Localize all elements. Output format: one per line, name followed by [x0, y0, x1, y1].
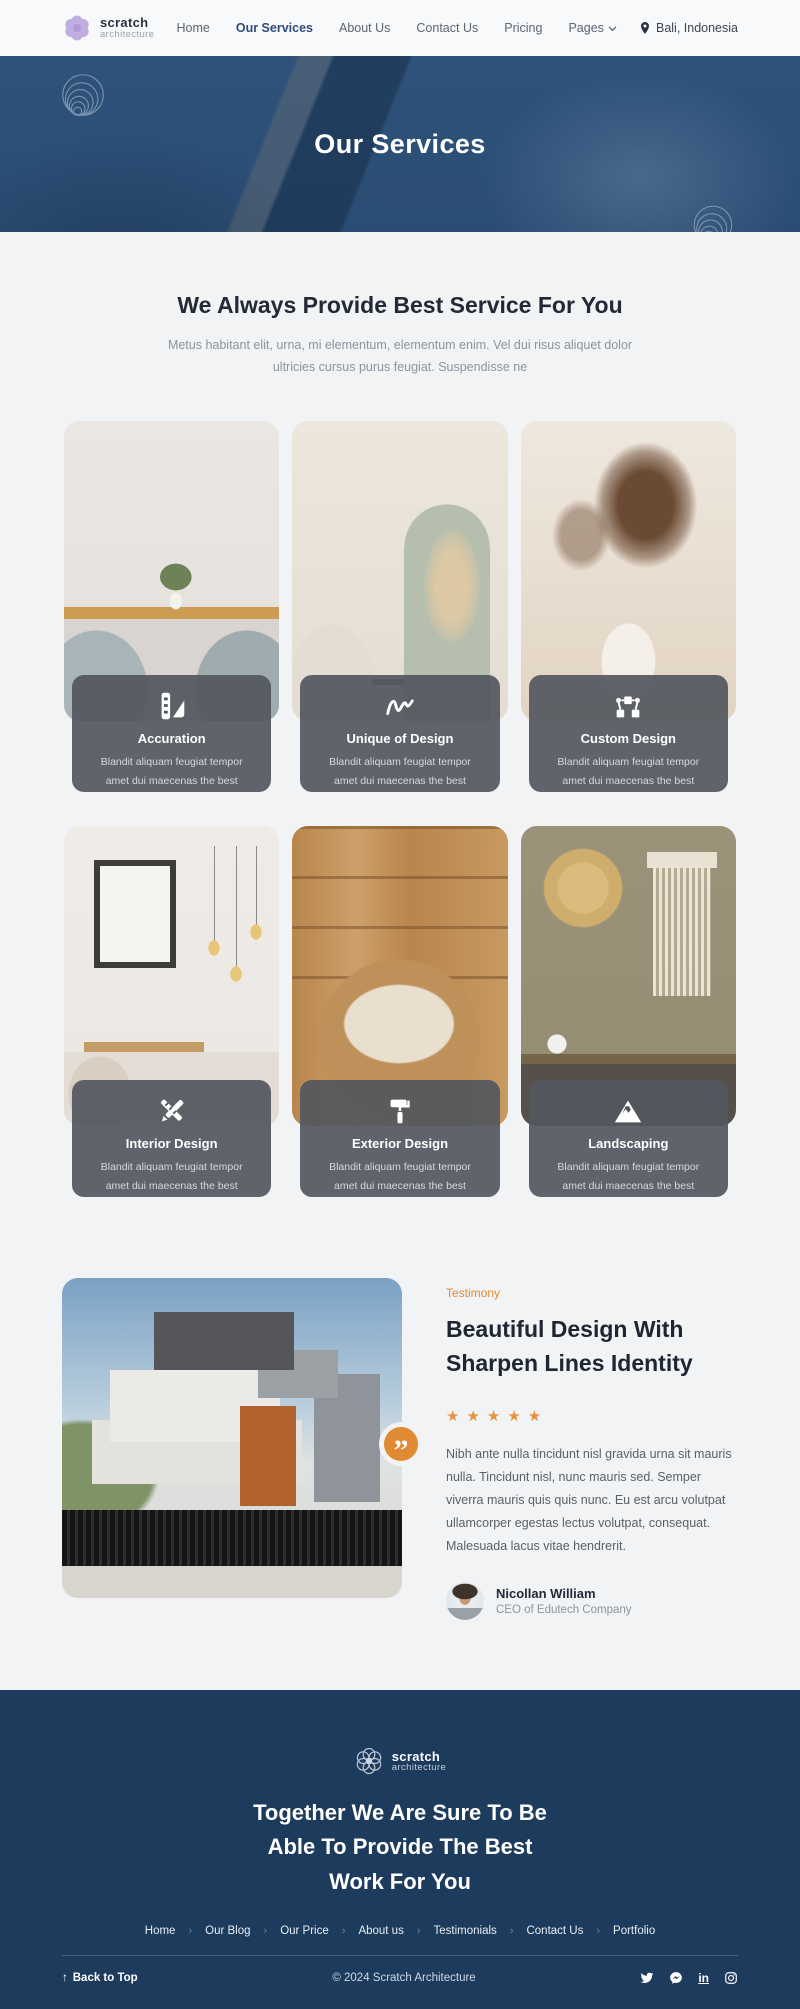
- service-description: Blandit aliquam feugiat tempor amet dui maecenas the best: [100, 755, 243, 787]
- hero-banner: [0, 56, 800, 232]
- service-description: Blandit aliquam feugiat tempor amet dui maecenas the best: [100, 1160, 243, 1192]
- footer-link-testimonials[interactable]: › Testimonials: [433, 1924, 497, 1937]
- nav-item-contact-us[interactable]: Contact Us: [416, 21, 479, 35]
- flower-logo-icon: [354, 1746, 384, 1776]
- nav-item-about-us[interactable]: About Us: [338, 21, 391, 35]
- footer-link-contact-us[interactable]: › Contact Us: [526, 1924, 584, 1937]
- footer-divider: [62, 1955, 738, 1956]
- service-description: Blandit aliquam feugiat tempor amet dui maecenas the best: [329, 1160, 471, 1192]
- service-card-interior-design: [64, 826, 279, 1197]
- footer: [0, 1690, 800, 2008]
- location-indicator[interactable]: [639, 21, 738, 35]
- service-overlay: [300, 675, 499, 792]
- service-title: Custom Design: [580, 730, 676, 746]
- author-avatar: [446, 1582, 484, 1620]
- ruler-swatch-icon: [155, 689, 189, 723]
- main-nav: [177, 21, 617, 35]
- footer-brand-logo[interactable]: [62, 1746, 738, 1776]
- service-title: Accuration: [137, 730, 206, 746]
- footer-link-portfolio[interactable]: › Portfolio: [613, 1924, 656, 1937]
- testimonial-quote: Nibh ante nulla tincidunt nisl gravida urna sit mauris nulla. Tincidunt nisl, nunc mauris sed. Semper viverra mauris quis quis nunc. Eu est arcu volutpat ullamcorper egestas lectus volutpat, consequat. Malesuada lacus vitae hendrerit.: [446, 1446, 732, 1554]
- vector-nodes-icon: [611, 689, 645, 723]
- copyright-text: © 2024 Scratch Architecture: [332, 1971, 476, 1984]
- service-title: Unique of Design: [346, 730, 454, 746]
- nav-item-pages[interactable]: Pages: [568, 21, 616, 35]
- services-section: [0, 232, 800, 1197]
- brand-tagline: architecture: [391, 1762, 447, 1774]
- service-card-unique-of-design: [292, 421, 507, 792]
- service-title: Landscaping: [588, 1135, 669, 1151]
- footer-link-about-us[interactable]: › About us: [358, 1924, 404, 1937]
- map-pin-icon: [639, 21, 651, 35]
- service-card-landscaping: [521, 826, 736, 1197]
- service-description: Blandit aliquam feugiat tempor amet dui maecenas the best: [329, 755, 471, 787]
- testimonial-house-image: [62, 1278, 409, 1598]
- brand-name: scratch: [391, 1748, 441, 1764]
- star-rating: ★★★★★: [446, 1407, 549, 1425]
- service-title: Interior Design: [125, 1135, 218, 1151]
- footer-heading: Together We Are Sure To Be Able To Provide The Best Work For You: [253, 1800, 547, 1894]
- quote-badge: ”: [379, 1422, 423, 1466]
- services-grid: [64, 421, 736, 1197]
- back-to-top-button[interactable]: ↑ Back to Top: [62, 1971, 138, 1984]
- author-name: Nicollan William: [496, 1586, 596, 1602]
- paint-roller-icon: [383, 1094, 417, 1128]
- brand-logo[interactable]: [62, 13, 154, 43]
- signature-stroke-icon: [383, 689, 417, 723]
- service-title: Exterior Design: [351, 1135, 449, 1151]
- footer-link-home[interactable]: Home: [144, 1924, 176, 1937]
- service-card-custom-design: [521, 421, 736, 792]
- services-subheading: Metus habitant elit, urna, mi elementum, elementum enim. Vel dui risus aliquet dolor ultricies cursus purus feugiat. Suspendisse ne: [167, 338, 633, 374]
- testimonial-section: [62, 1278, 738, 1621]
- pencil-ruler-icon: [155, 1094, 189, 1128]
- nav-item-our-services[interactable]: Our Services: [235, 21, 313, 35]
- service-overlay: [529, 675, 728, 792]
- brand-tagline: architecture: [100, 28, 155, 40]
- testimonial-heading: Beautiful Design With Sharpen Lines Identity: [446, 1315, 693, 1377]
- author-role: CEO of Edutech Company: [496, 1604, 632, 1617]
- top-navbar: [0, 0, 800, 56]
- page-title: Our Services: [314, 128, 486, 159]
- footer-link-our-price[interactable]: › Our Price: [280, 1924, 329, 1937]
- footer-nav: [62, 1925, 738, 1937]
- linkedin-icon[interactable]: in: [698, 1970, 709, 1985]
- nav-item-pricing[interactable]: Pricing: [504, 21, 543, 35]
- service-card-accuration: [64, 421, 279, 792]
- arrow-up-icon: ↑: [62, 1971, 68, 1984]
- service-description: Blandit aliquam feugiat tempor amet dui maecenas the best: [557, 755, 700, 787]
- service-overlay: [72, 1080, 271, 1197]
- service-overlay: [300, 1080, 499, 1197]
- footer-link-our-blog[interactable]: › Our Blog: [205, 1924, 251, 1937]
- service-overlay: [72, 675, 271, 792]
- flower-logo-icon: [62, 13, 92, 43]
- service-overlay: [529, 1080, 728, 1197]
- service-card-exterior-design: [292, 826, 507, 1197]
- location-text: Bali, Indonesia: [655, 21, 738, 35]
- mountain-icon: [611, 1094, 645, 1128]
- chevron-down-icon: [608, 24, 617, 33]
- testimonial-label: Testimony: [446, 1285, 501, 1300]
- nav-item-home[interactable]: Home: [176, 21, 210, 35]
- service-description: Blandit aliquam feugiat tempor amet dui maecenas the best: [557, 1160, 700, 1192]
- brand-name: scratch: [100, 15, 149, 31]
- testimonial-author: [446, 1582, 738, 1620]
- services-heading: We Always Provide Best Service For You: [177, 292, 623, 318]
